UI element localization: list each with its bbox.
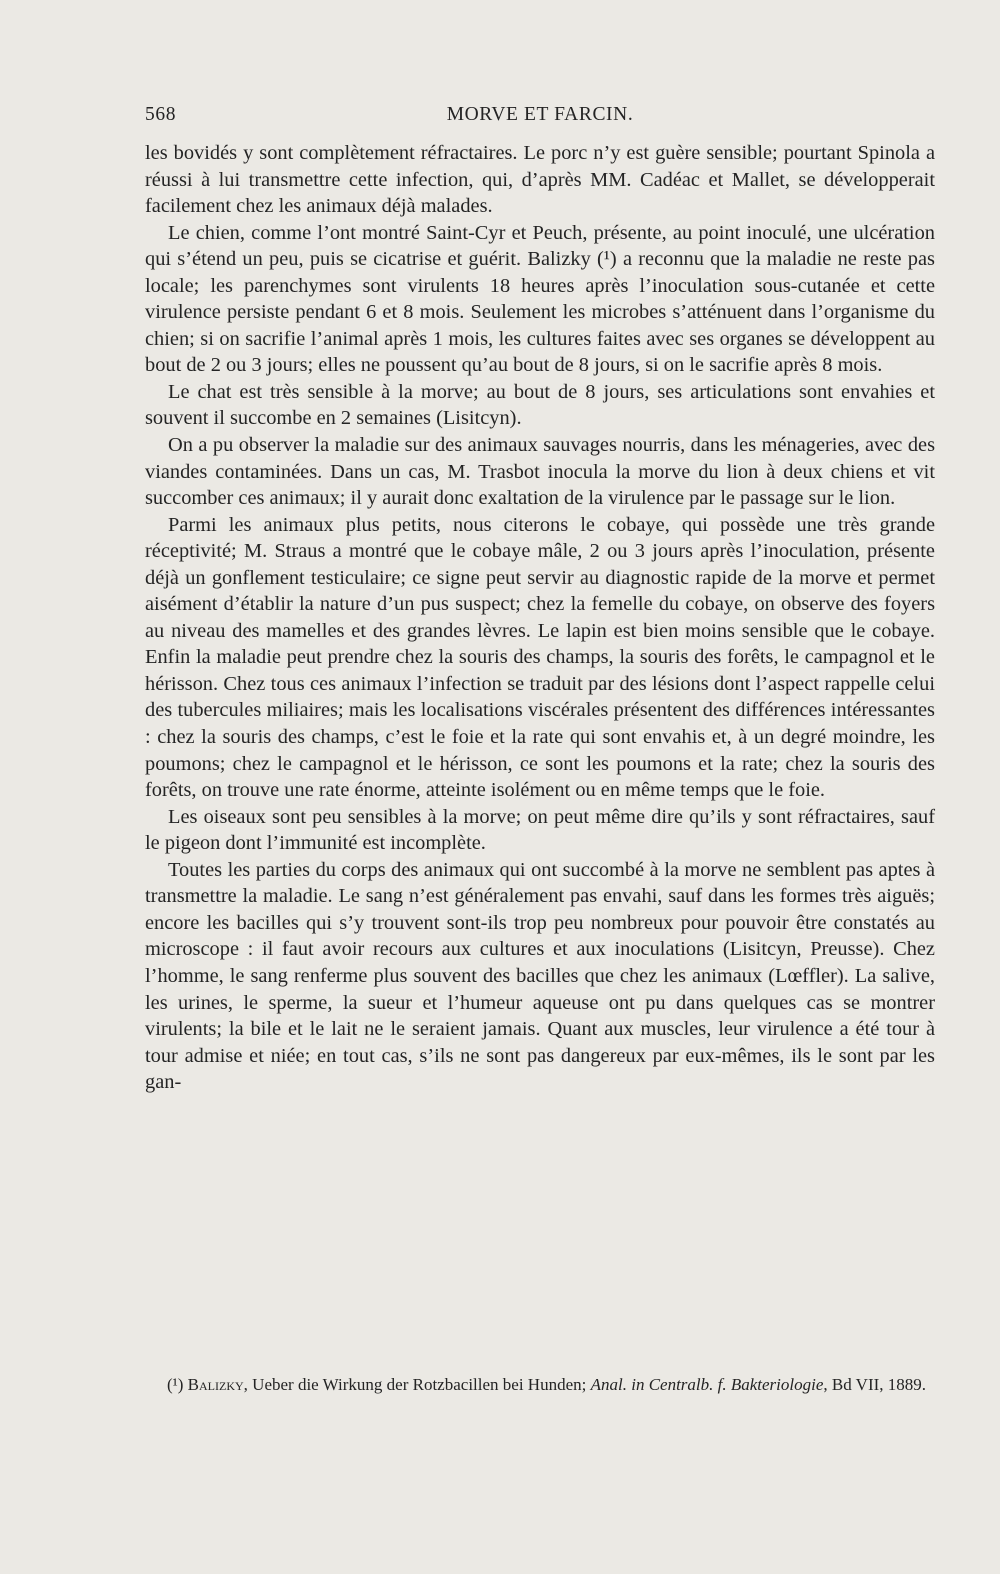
footnote [145,1374,935,1395]
paragraph: les bovidés y sont complètement réfractaires. Le porc n’y est guère sensible; pourtant Spinola a réussi à lui transmettre cette infection, qui, d’après MM. Cadéac et Mallet, se développerait facilement chez les animaux déjà malades. [145,142,935,218]
page-number: 568 [145,104,177,125]
paragraph: Le chien, comme l’ont montré Saint-Cyr et Peuch, présente, au point inoculé, une ulcération qui s’étend un peu, puis se cicatrise et guérit. Balizky (¹) a reconnu que la maladie ne reste pas locale; les parenchymes sont virulents 18 heures après l’inoculation sous-cutanée et cette virulence persiste pendant 6 et 8 mois. Seulement les microbes s’atténuent dans l’organisme du chien; si on sacrifie l’animal après 1 mois, les cultures faites avec ses organes se développent au bout de 2 ou 3 jours; elles ne poussent qu’au bout de 8 jours, si on le sacrifie après 8 mois. [145,221,935,377]
paragraph: Toutes les parties du corps des animaux qui ont succombé à la morve ne semblent pas aptes à transmettre la maladie. Le sang n’est généralement pas envahi, sauf dans les formes très aiguës; encore les bacilles qui s’y trouvent sont-ils trop peu nombreux pour pouvoir être constatés au microscope : il faut avoir recours aux cultures et aux inoculations (Lisitcyn, Preusse). Chez l’homme, le sang renferme plus souvent des bacilles que chez les animaux (Lœffler). La salive, les urines, le sperme, la sueur et l’humeur aqueuse ont pu dans quelques cas se montrer virulents; la bile et le lait ne le seraient jamais. Quant aux muscles, leur virulence a été tour à tour admise et niée; en tout cas, s’ils ne sont pas dangereux par eux-mêmes, ils le sont par les gan- [145,858,935,1094]
footnote-author: Balizky [187,1375,244,1394]
body-text [145,140,935,1096]
footnote-text [145,1374,935,1395]
paragraph: Parmi les animaux plus petits, nous citerons le cobaye, qui possède une très grande réceptivité; M. Straus a montré que le cobaye mâle, 2 ou 3 jours après l’inoculation, présente déjà un gonflement testiculaire; ce signe peut servir au diagnostic rapide de la morve et permet aisément d’établir la nature d’un pus suspect; chez la femelle du cobaye, on observe des foyers au niveau des mamelles et des grandes lèvres. Le lapin est bien moins sensible que le cobaye. Enfin la maladie peut prendre chez la souris des champs, la souris des forêts, le campagnol et le hérisson. Chez tous ces animaux l’infection se traduit par des lésions dont l’aspect rappelle celui des tubercules miliaires; mais les localisations viscérales présentent des différences intéressantes : chez la souris des champs, c’est le foie et la rate qui sont envahis et, à un degré moindre, les poumons; chez le campagnol et le hérisson, ce sont les poumons et la rate; chez la souris des forêts, on trouve une rate énorme, atteinte isolément ou en même temps que le foie. [145,513,935,802]
page-header [145,104,935,132]
paragraph: On a pu observer la maladie sur des animaux sauvages nourris, dans les ménageries, avec des viandes contaminées. Dans un cas, M. Trasbot inocula la morve du lion à deux chiens et vit succomber ces animaux; il y aurait donc exaltation de la virulence par le passage sur le lion. [145,434,935,510]
footnote-end: , Bd VII, 1889. [823,1375,927,1394]
running-head: MORVE ET FARCIN. [446,104,634,125]
paragraph: Les oiseaux sont peu sensibles à la morve; on peut même dire qu’ils y sont réfractaires, sauf le pigeon dont l’immunité est incomplète. [145,805,935,855]
footnote-journal: Anal. in Centralb. f. Bakteriologie [590,1375,824,1394]
footnote-marker: (¹) [167,1375,184,1394]
paragraph: Le chat est très sensible à la morve; au bout de 8 jours, ses articulations sont envahies et souvent il succombe en 2 semaines (Lisitcyn). [145,380,935,430]
footnote-title: , Ueber die Wirkung der Rotzbacillen bei Hunden; [243,1375,591,1394]
